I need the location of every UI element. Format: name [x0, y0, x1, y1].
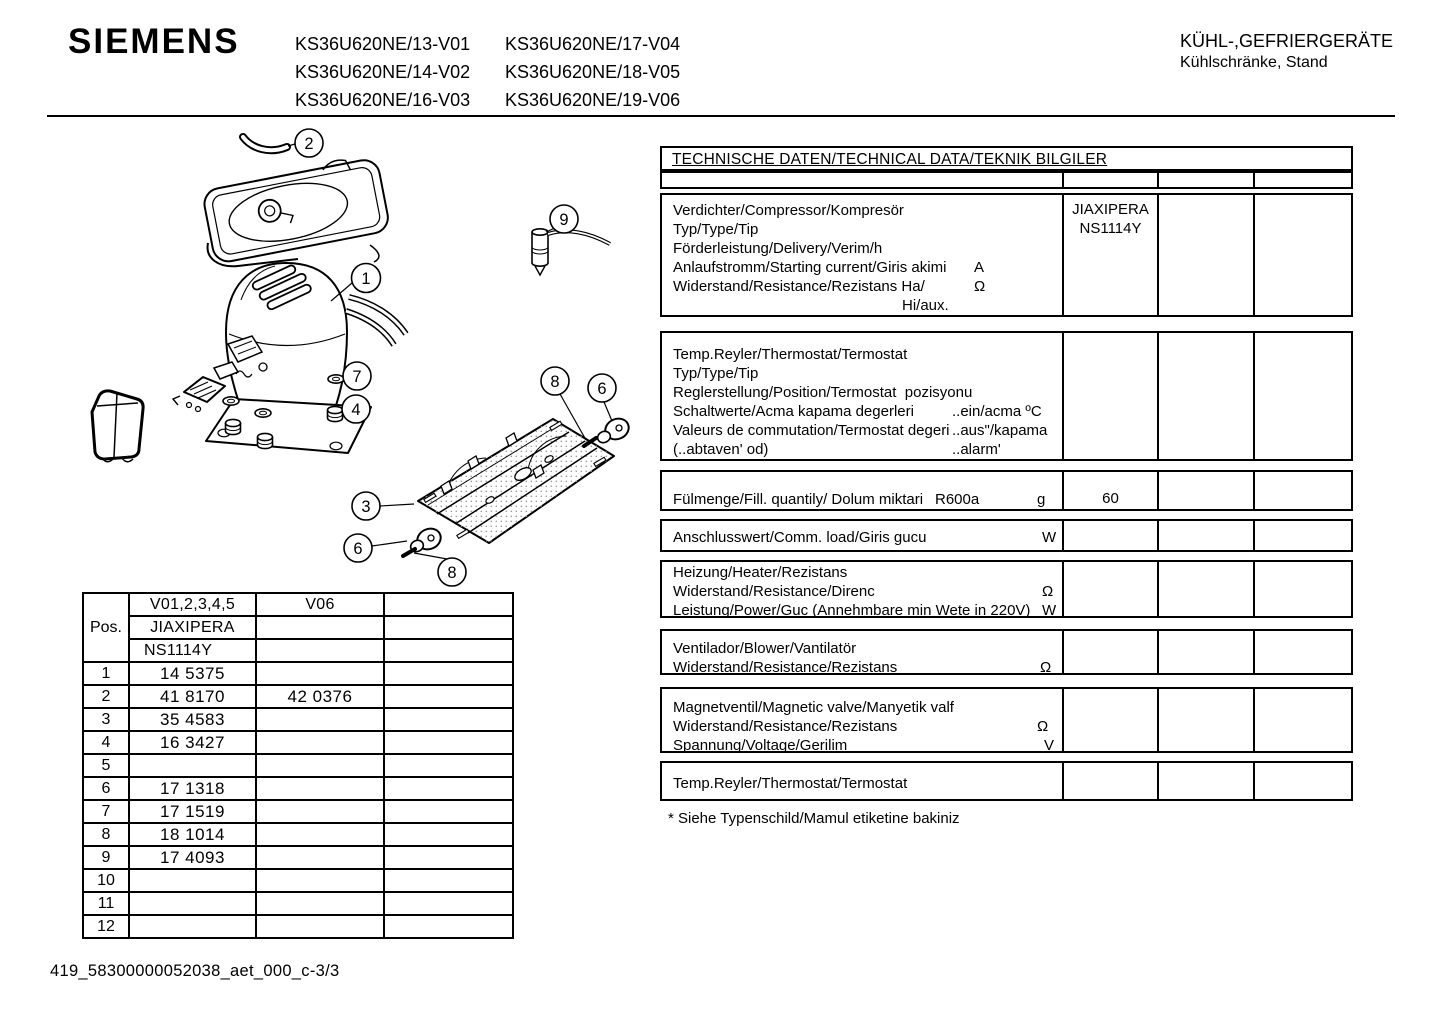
filter-drier	[532, 229, 610, 275]
part-number-cell	[256, 846, 384, 869]
tech-row-label: Hi/aux.	[902, 297, 949, 314]
table-row	[83, 731, 513, 754]
callout-8-bottom	[438, 558, 466, 586]
variant-header	[384, 593, 513, 616]
table-row	[83, 892, 513, 915]
gasket-strip	[243, 137, 287, 150]
part-number-cell: 41 8170	[129, 685, 256, 708]
callout-2	[295, 129, 323, 157]
tech-block-fill-quantity	[660, 470, 1353, 511]
drip-tray	[201, 153, 391, 266]
part-number-cell: 42 0376	[256, 685, 384, 708]
tech-block-heater	[660, 560, 1353, 618]
part-number-cell	[384, 869, 513, 892]
callout-number: 8	[550, 373, 560, 391]
part-number-cell	[256, 662, 384, 685]
part-number-cell	[384, 708, 513, 731]
tech-block-blower	[660, 629, 1353, 675]
tech-block-thermostat-2	[660, 761, 1353, 801]
tech-row-label: Heizung/Heater/Rezistans	[673, 564, 848, 581]
parts-table	[82, 592, 514, 939]
category-line-2: Kühlschränke, Stand	[1180, 54, 1328, 71]
part-number-cell: 16 3427	[129, 731, 256, 754]
pos-cell: 2	[83, 685, 129, 708]
pos-cell: 1	[83, 662, 129, 685]
part-number-cell	[256, 915, 384, 938]
row-label-text: Widerstand/Resistance/Rezistans	[673, 718, 898, 735]
model-list-column-1	[295, 30, 470, 114]
tech-row-label: Ventilador/Blower/Vantilatör	[673, 640, 857, 657]
tech-row-label	[662, 528, 1351, 547]
row-label-text: Widerstand/Resistance/Rezistans	[673, 659, 898, 676]
tech-row-label	[662, 717, 1351, 736]
tech-block-connected-load	[660, 519, 1353, 552]
part-number-cell: 14 5375	[129, 662, 256, 685]
tech-row-label	[662, 736, 1351, 755]
model-number: KS36U620NE/19-V06	[505, 90, 681, 110]
footnote: * Siehe Typenschild/Mamul etiketine bakiniz	[668, 810, 960, 827]
switch-value-text: ..aus"/kapama	[952, 422, 1048, 439]
callout-number: 8	[447, 564, 457, 582]
part-number-cell: 17 1318	[129, 777, 256, 800]
compressor-type-row	[83, 639, 513, 662]
callout-number: 3	[361, 498, 371, 516]
tech-row-label	[662, 421, 1351, 440]
model-number: KS36U620NE/14-V02	[295, 62, 471, 82]
tech-row-label	[662, 258, 1351, 277]
table-row	[83, 915, 513, 938]
column-divider	[1157, 173, 1159, 187]
part-number-cell	[384, 754, 513, 777]
part-number-cell	[384, 777, 513, 800]
tech-row-label: Verdichter/Compressor/Kompresör	[673, 202, 904, 219]
tech-value: JIAXIPERA	[1072, 201, 1149, 218]
tech-value: 60	[1102, 490, 1119, 507]
unit-symbol: Ω	[974, 278, 986, 295]
callout-3	[352, 492, 380, 520]
table-row	[83, 846, 513, 869]
table-row	[83, 777, 513, 800]
pos-cell: 10	[83, 869, 129, 892]
part-number-cell	[256, 800, 384, 823]
pos-cell: 8	[83, 823, 129, 846]
part-number-cell	[256, 708, 384, 731]
unit-symbol: W	[1042, 529, 1057, 546]
callout-number: 4	[351, 401, 361, 419]
model-number: KS36U620NE/18-V05	[505, 62, 681, 82]
table-row	[83, 662, 513, 685]
tech-row-label	[662, 277, 1351, 296]
part-number-cell	[384, 892, 513, 915]
callout-number: 1	[361, 270, 371, 288]
part-number-cell	[256, 869, 384, 892]
tech-block-magnetic-valve	[660, 687, 1353, 753]
table-row	[83, 685, 513, 708]
column-divider	[1253, 173, 1255, 187]
callout-4	[342, 395, 370, 423]
unit-symbol: Ω	[1040, 659, 1052, 676]
callout-1	[352, 264, 381, 293]
row-label-text: Spannung/Voltage/Gerilim	[673, 737, 848, 754]
column-divider	[1062, 173, 1064, 187]
part-number-cell	[384, 800, 513, 823]
part-number-cell	[384, 662, 513, 685]
category-line-1: KÜHL-,GEFRIERGERÄTE	[1180, 31, 1394, 51]
model-number: KS36U620NE/13-V01	[295, 34, 471, 54]
part-number-cell	[256, 823, 384, 846]
pos-cell: 6	[83, 777, 129, 800]
type-cell	[256, 639, 384, 662]
row-label-text: Anschlusswert/Comm. load/Giris gucu	[673, 529, 927, 546]
table-row	[83, 800, 513, 823]
callout-6-bottom	[344, 534, 372, 562]
callout-number: 9	[559, 211, 569, 229]
part-number-cell	[129, 869, 256, 892]
compressor-pipes	[346, 297, 406, 345]
unit-symbol: Ω	[1037, 718, 1049, 735]
row-label-text: Anlaufstromm/Starting current/Giris akimi	[673, 259, 947, 276]
unit-symbol: g	[1037, 491, 1046, 508]
tech-row-label: Temp.Reyler/Thermostat/Termostat	[673, 346, 908, 363]
exploded-view-diagram	[60, 125, 660, 590]
pos-cell: 12	[83, 915, 129, 938]
table-row	[83, 708, 513, 731]
appliance-category	[1180, 31, 1393, 73]
part-number-cell: 17 1519	[129, 800, 256, 823]
part-number-cell	[256, 754, 384, 777]
part-number-cell	[384, 915, 513, 938]
variant-header-row	[83, 593, 513, 616]
tech-row-label: Typ/Type/Tip	[673, 221, 759, 238]
part-number-cell	[384, 731, 513, 754]
part-number-cell	[256, 731, 384, 754]
unit-symbol: V	[1044, 737, 1055, 754]
tech-block-thermostat	[660, 331, 1353, 461]
relay-cover	[92, 391, 143, 462]
part-number-cell: 17 4093	[129, 846, 256, 869]
tech-value: NS1114Y	[1079, 220, 1142, 237]
tech-row-label: Typ/Type/Tip	[673, 365, 759, 382]
part-number-cell	[384, 823, 513, 846]
part-number-cell: 18 1014	[129, 823, 256, 846]
callout-number: 6	[353, 540, 363, 558]
tech-row-label	[662, 658, 1351, 677]
pos-cell: 5	[83, 754, 129, 777]
part-number-cell	[256, 777, 384, 800]
callout-9	[550, 205, 578, 233]
tech-row-label: Magnetventil/Magnetic valve/Manyetik valf	[673, 699, 954, 716]
tech-row-label: Förderleistung/Delivery/Verim/h	[673, 240, 883, 257]
callout-7	[343, 362, 371, 390]
pos-cell: 3	[83, 708, 129, 731]
model-list-column-2	[505, 30, 680, 114]
tech-row-label	[662, 440, 1351, 459]
document-id: 419_58300000052038_aet_000_c-3/3	[50, 962, 340, 980]
row-label-text: (..abtaven' od)	[673, 441, 769, 458]
part-number-cell	[129, 754, 256, 777]
compressor-brand-row	[83, 616, 513, 639]
row-label-text: Valeurs de commutation/Termostat degeri	[673, 422, 950, 439]
tech-data-title: TECHNISCHE DATEN/TECHNICAL DATA/TEKNIK BILGILER	[672, 151, 1108, 168]
model-number: KS36U620NE/17-V04	[505, 34, 681, 54]
tech-row-label: Reglerstellung/Position/Termostat pozisyonu	[673, 384, 973, 401]
header-divider	[47, 115, 1395, 117]
unit-symbol: A	[974, 259, 985, 276]
type-cell: NS1114Y	[129, 639, 256, 662]
variant-header: V06	[256, 593, 384, 616]
brand-cell	[256, 616, 384, 639]
table-row	[83, 869, 513, 892]
pos-cell: 9	[83, 846, 129, 869]
part-number-cell	[129, 915, 256, 938]
variant-header: V01,2,3,4,5	[129, 593, 256, 616]
callout-8-top	[541, 367, 569, 395]
starter-relay	[173, 377, 225, 412]
type-cell	[384, 639, 513, 662]
tech-row-label	[662, 601, 1351, 620]
model-number: KS36U620NE/16-V03	[295, 90, 471, 110]
callout-number: 6	[597, 380, 607, 398]
row-label-text: Widerstand/Resistance/Direnc	[673, 583, 875, 600]
unit-symbol: W	[1042, 602, 1057, 619]
tech-row-label	[662, 490, 1351, 509]
pos-cell: 11	[83, 892, 129, 915]
brand-cell: JIAXIPERA	[129, 616, 256, 639]
table-row	[83, 823, 513, 846]
tech-data-header-row	[660, 171, 1353, 189]
pos-header-cell: Pos.	[83, 593, 129, 662]
row-label-text: Leistung/Power/Guc (Annehmbare min Wete in 220V)	[673, 602, 1031, 619]
tech-row-label	[662, 402, 1351, 421]
part-number-cell: 35 4583	[129, 708, 256, 731]
tech-row-label	[662, 582, 1351, 601]
siemens-logo: SIEMENS	[68, 22, 240, 61]
part-number-cell	[384, 846, 513, 869]
part-number-cell	[129, 892, 256, 915]
part-number-cell	[256, 892, 384, 915]
tech-block-compressor	[660, 193, 1353, 317]
part-number-cell	[384, 685, 513, 708]
refrigerant-type: R600a	[935, 491, 980, 508]
callout-number: 2	[304, 135, 314, 153]
table-row	[83, 754, 513, 777]
tech-row-label: Temp.Reyler/Thermostat/Termostat	[673, 775, 908, 792]
row-label-text: Schaltwerte/Acma kapama degerleri	[673, 403, 914, 420]
row-label-text: Fülmenge/Fill. quantily/ Dolum miktari	[673, 491, 924, 508]
pos-cell: 7	[83, 800, 129, 823]
switch-value-text: ..ein/acma ºC	[952, 403, 1042, 420]
callout-number: 7	[352, 368, 362, 386]
row-label-text: Widerstand/Resistance/Rezistans Ha/	[673, 278, 925, 295]
callout-6-top	[588, 374, 616, 402]
switch-value-text: ..alarm'	[952, 441, 1001, 458]
unit-symbol: Ω	[1042, 583, 1054, 600]
brand-cell	[384, 616, 513, 639]
tech-data-title-box	[660, 146, 1353, 171]
pos-cell: 4	[83, 731, 129, 754]
